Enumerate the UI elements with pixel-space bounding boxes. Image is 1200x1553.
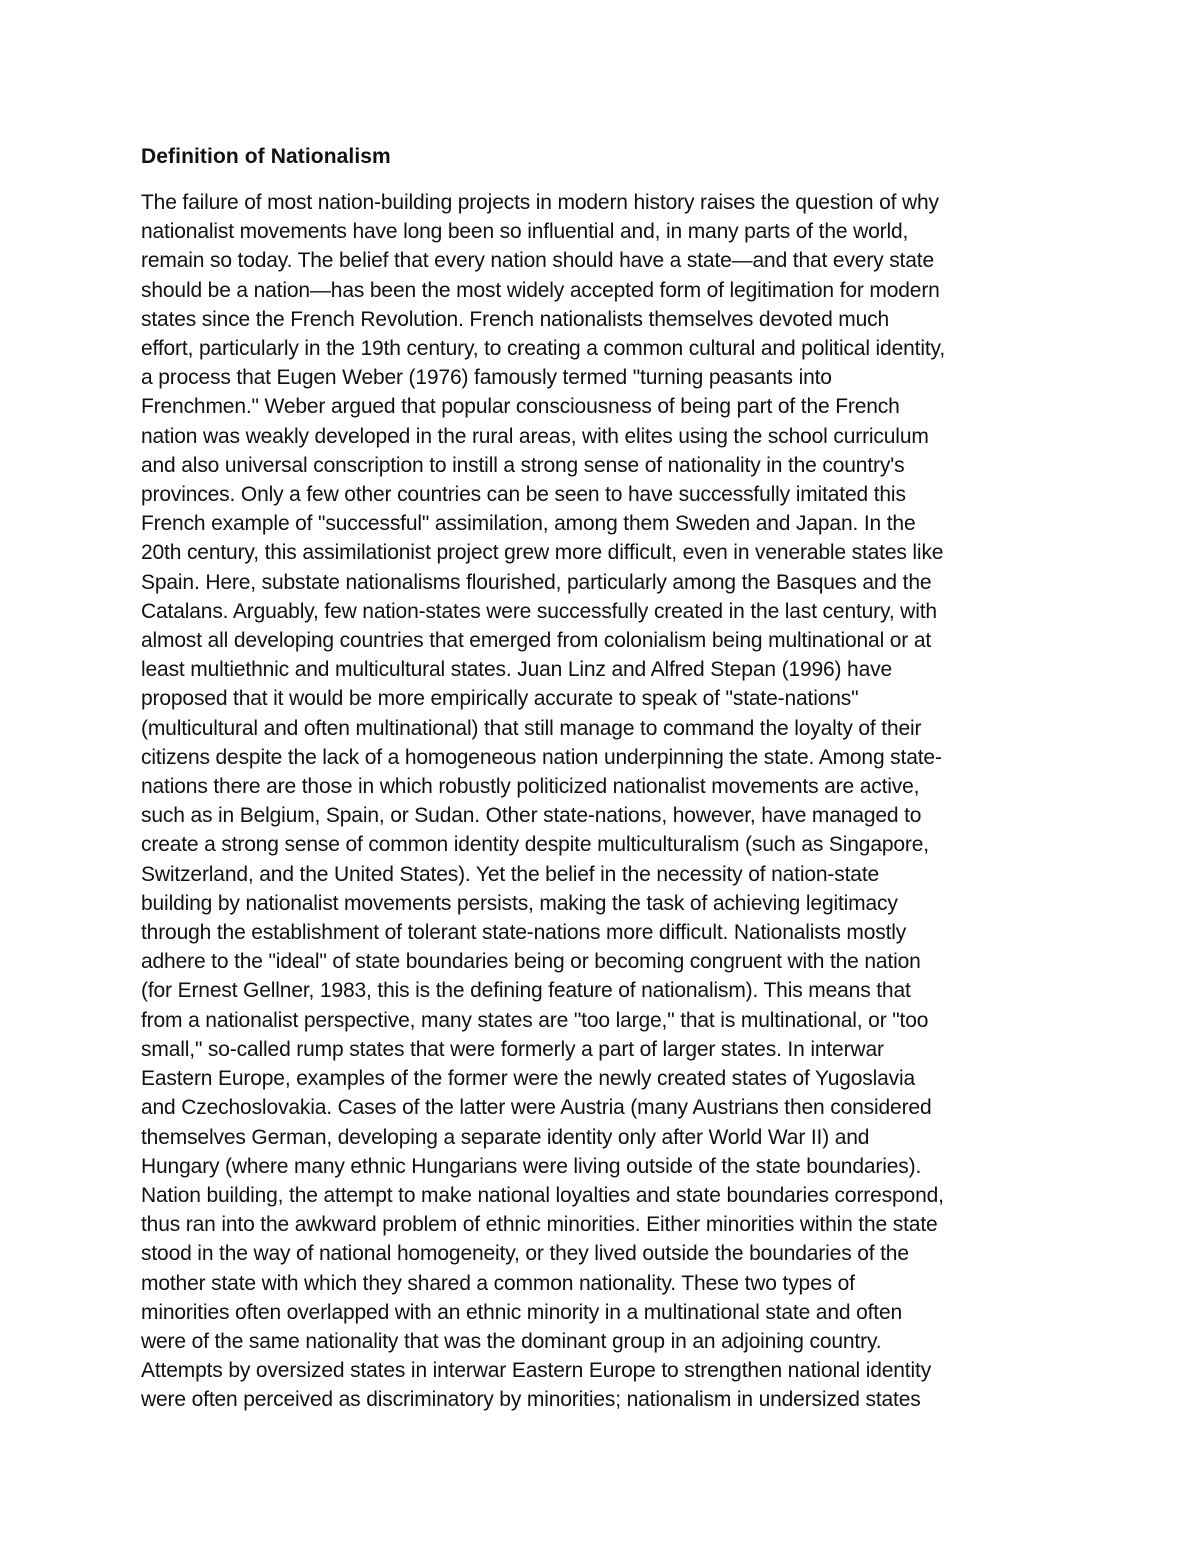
paragraph-line: almost all developing countries that emerged from colonialism being multinational or at xyxy=(141,629,932,653)
paragraph-line: themselves German, developing a separate identity only after World War II) and xyxy=(141,1125,870,1149)
paragraph-line: 20th century, this assimilationist project grew more difficult, even in venerable states like xyxy=(141,541,944,565)
paragraph-line: Frenchmen." Weber argued that popular consciousness of being part of the French xyxy=(141,395,900,419)
paragraph-line: Switzerland, and the United States). Yet the belief in the necessity of nation-state xyxy=(141,862,880,886)
paragraph-line: (multicultural and often multinational) that still manage to command the loyalty of their xyxy=(141,716,922,740)
paragraph-line: small," so-called rump states that were formerly a part of larger states. In interwar xyxy=(141,1037,884,1061)
paragraph-line: Hungary (where many ethnic Hungarians were living outside of the state boundaries). xyxy=(141,1154,922,1178)
paragraph-line: should be a nation—has been the most widely accepted form of legitimation for modern xyxy=(141,278,940,302)
paragraph-line: remain so today. The belief that every nation should have a state—and that every state xyxy=(141,249,934,273)
paragraph-line: were of the same nationality that was the dominant group in an adjoining country. xyxy=(141,1329,882,1353)
paragraph-line: proposed that it would be more empirically accurate to speak of "state-nations" xyxy=(141,687,859,711)
paragraph-line: mother state with which they shared a common nationality. These two types of xyxy=(141,1271,855,1295)
document-body xyxy=(141,142,1056,1415)
paragraph-line: from a nationalist perspective, many states are "too large," that is multinational, or "too xyxy=(141,1008,929,1032)
paragraph-line: through the establishment of tolerant state-nations more difficult. Nationalists mostly xyxy=(141,921,907,945)
paragraph-line: Nation building, the attempt to make national loyalties and state boundaries correspond, xyxy=(141,1183,944,1207)
paragraph-line: nationalist movements have long been so influential and, in many parts of the world, xyxy=(141,220,909,244)
paragraph-line: and Czechoslovakia. Cases of the latter were Austria (many Austrians then considered xyxy=(141,1096,932,1120)
paragraph-line: Eastern Europe, examples of the former were the newly created states of Yugoslavia xyxy=(141,1067,916,1091)
paragraph-line: were often perceived as discriminatory by minorities; nationalism in undersized states xyxy=(141,1388,921,1412)
paragraph-line: The failure of most nation-building projects in modern history raises the question of why xyxy=(141,191,939,214)
paragraph-line: and also universal conscription to instill a strong sense of nationality in the country's xyxy=(141,453,905,477)
paragraph-line: least multiethnic and multicultural states. Juan Linz and Alfred Stepan (1996) have xyxy=(141,658,892,682)
paragraph-line: Spain. Here, substate nationalisms flourished, particularly among the Basques and the xyxy=(141,570,932,594)
paragraph-line: nation was weakly developed in the rural areas, with elites using the school curriculum xyxy=(141,424,929,448)
paragraph-line: effort, particularly in the 19th century, to creating a common cultural and political identity, xyxy=(141,337,946,361)
paragraph-line: adhere to the "ideal" of state boundaries being or becoming congruent with the nation xyxy=(141,950,921,974)
paragraph-line: minorities often overlapped with an ethnic minority in a multinational state and often xyxy=(141,1300,903,1324)
paragraph-line: citizens despite the lack of a homogeneous nation underpinning the state. Among state- xyxy=(141,745,942,769)
paragraph-line: a process that Eugen Weber (1976) famously termed "turning peasants into xyxy=(141,366,832,390)
paragraph-line: Catalans. Arguably, few nation-states were successfully created in the last century, with xyxy=(141,599,937,623)
paragraph xyxy=(141,188,1056,1415)
paragraph-line: Attempts by oversized states in interwar Eastern Europe to strengthen national identity xyxy=(141,1359,932,1383)
paragraph-line: stood in the way of national homogeneity, or they lived outside the boundaries of the xyxy=(141,1242,909,1266)
paragraph-line: provinces. Only a few other countries can be seen to have successfully imitated this xyxy=(141,483,906,507)
paragraph-line: nations there are those in which robustly politicized nationalist movements are active, xyxy=(141,775,920,799)
document-heading: Definition of Nationalism xyxy=(141,145,391,168)
paragraph-line: states since the French Revolution. French nationalists themselves devoted much xyxy=(141,307,890,331)
paragraph-line: such as in Belgium, Spain, or Sudan. Other state-nations, however, have managed to xyxy=(141,804,922,828)
paragraph-line: (for Ernest Gellner, 1983, this is the defining feature of nationalism). This means that xyxy=(141,979,911,1003)
paragraph-line: thus ran into the awkward problem of ethnic minorities. Either minorities within the state xyxy=(141,1213,938,1237)
paragraph-line: create a strong sense of common identity despite multiculturalism (such as Singapore, xyxy=(141,833,929,857)
paragraph-line: French example of "successful" assimilation, among them Sweden and Japan. In the xyxy=(141,512,916,536)
paragraph-line: building by nationalist movements persists, making the task of achieving legitimacy xyxy=(141,891,898,915)
